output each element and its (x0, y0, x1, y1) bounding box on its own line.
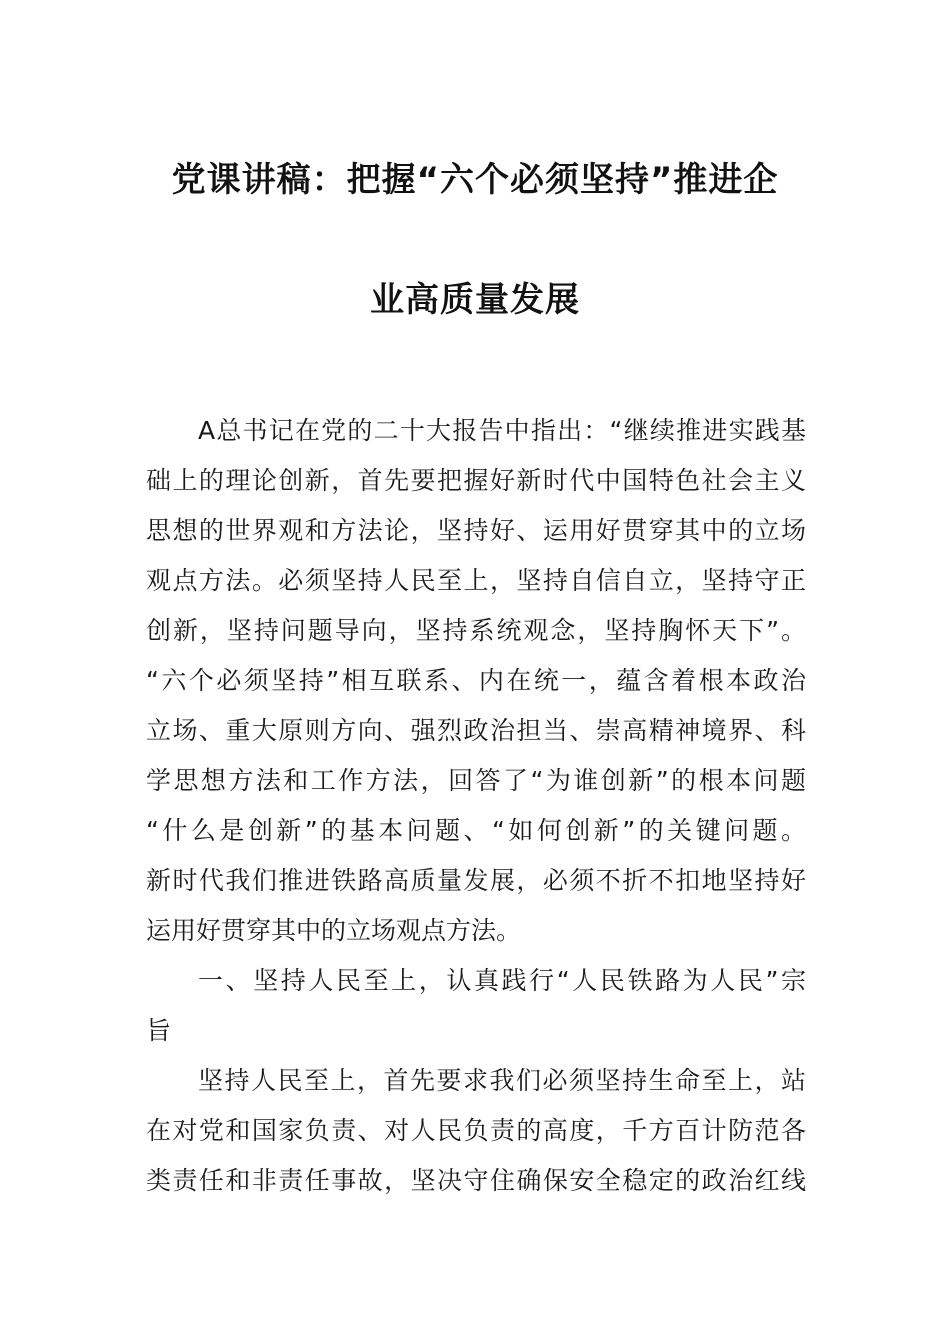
body-line: A总书记在党的二十大报告中指出：“继续推进实践基 (198, 416, 806, 445)
body-line: “六个必须坚持”相互联系、内在统一，蕴含着根本政治 (146, 666, 806, 695)
body-line: “什么是创新”的基本问题、“如何创新”的关键问题。 (146, 816, 806, 845)
body-line: 坚持人民至上，首先要求我们必须坚持生命至上，站 (198, 1066, 806, 1095)
body-line: 学思想方法和工作方法，回答了“为谁创新”的根本问题 (146, 766, 806, 795)
body-line: 创新，坚持问题导向，坚持系统观念，坚持胸怀天下”。 (146, 616, 806, 645)
body-line: 新时代我们推进铁路高质量发展，必须不折不扣地坚持好 (146, 866, 806, 895)
document-title-line-2: 业高质量发展 (370, 280, 580, 320)
section-heading-line: 一、坚持人民至上，认真践行“人民铁路为人民”宗 (198, 966, 806, 995)
body-line: 思想的世界观和方法论，坚持好、运用好贯穿其中的立场 (146, 516, 806, 545)
body-line: 观点方法。必须坚持人民至上，坚持自信自立，坚持守正 (146, 566, 806, 595)
body-line: 类责任和非责任事故，坚决守住确保安全稳定的政治红线 (146, 1166, 806, 1195)
section-heading-line: 旨 (146, 1016, 172, 1045)
document-title-line-1: 党课讲稿：把握“六个必须坚持”推进企 (171, 160, 779, 200)
body-line: 础上的理论创新，首先要把握好新时代中国特色社会主义 (146, 466, 806, 495)
body-line: 在对党和国家负责、对人民负责的高度，千方百计防范各 (146, 1116, 806, 1145)
body-line: 运用好贯穿其中的立场观点方法。 (146, 916, 522, 945)
body-line: 立场、重大原则方向、强烈政治担当、崇高精神境界、科 (146, 716, 806, 745)
